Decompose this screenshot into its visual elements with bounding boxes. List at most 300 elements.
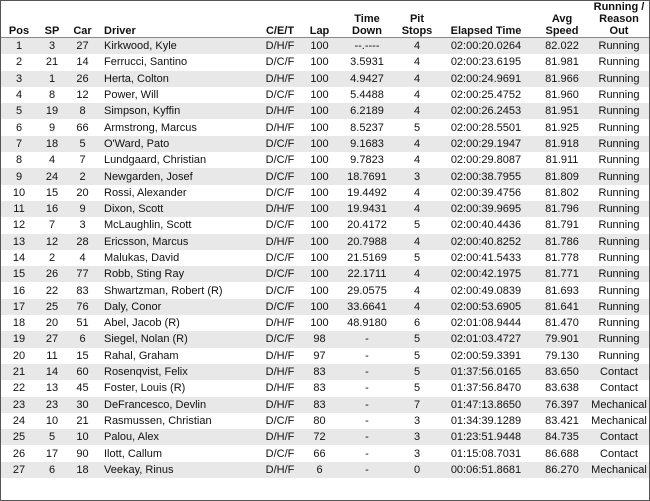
- cell-status: Running: [589, 54, 649, 70]
- cell-elapsed-time: 01:37:56.0165: [437, 364, 535, 380]
- cell-elapsed-time: 01:34:39.1289: [437, 413, 535, 429]
- cell-cet: D/H/F: [258, 103, 302, 119]
- cell-time-down: 22.1711: [337, 266, 397, 282]
- cell-car: 2: [67, 168, 98, 184]
- cell-time-down: 18.7691: [337, 168, 397, 184]
- cell-driver: Siegel, Nolan (R): [98, 331, 258, 347]
- cell-lap: 100: [302, 201, 337, 217]
- cell-car: 14: [67, 54, 98, 70]
- cell-cet: D/C/F: [258, 445, 302, 461]
- cell-lap: 100: [302, 282, 337, 298]
- cell-cet: D/C/F: [258, 168, 302, 184]
- cell-status: Mechanical: [589, 462, 649, 478]
- cell-sp: 2: [37, 250, 67, 266]
- cell-lap: 100: [302, 119, 337, 135]
- cell-lap: 100: [302, 234, 337, 250]
- cell-status: Mechanical: [589, 397, 649, 413]
- cell-pos: 17: [1, 299, 37, 315]
- cell-sp: 12: [37, 234, 67, 250]
- cell-time-down: 6.2189: [337, 103, 397, 119]
- cell-avg-speed: 81.966: [535, 71, 589, 87]
- cell-cet: D/C/F: [258, 266, 302, 282]
- cell-avg-speed: 86.270: [535, 462, 589, 478]
- cell-pit-stops: 4: [397, 266, 437, 282]
- cell-pos: 24: [1, 413, 37, 429]
- cell-avg-speed: 81.925: [535, 119, 589, 135]
- cell-pos: 23: [1, 397, 37, 413]
- cell-driver: DeFrancesco, Devlin: [98, 397, 258, 413]
- cell-driver: Ilott, Callum: [98, 445, 258, 461]
- cell-driver: Ericsson, Marcus: [98, 234, 258, 250]
- cell-status: Running: [589, 217, 649, 233]
- cell-pit-stops: 4: [397, 87, 437, 103]
- cell-pit-stops: 5: [397, 119, 437, 135]
- cell-lap: 100: [302, 250, 337, 266]
- cell-car: 9: [67, 201, 98, 217]
- cell-cet: D/H/F: [258, 380, 302, 396]
- cell-sp: 6: [37, 462, 67, 478]
- cell-elapsed-time: 02:00:59.3391: [437, 348, 535, 364]
- cell-elapsed-time: 02:01:08.9444: [437, 315, 535, 331]
- cell-pos: 5: [1, 103, 37, 119]
- cell-avg-speed: 81.771: [535, 266, 589, 282]
- cell-pos: 19: [1, 331, 37, 347]
- cell-cet: D/C/F: [258, 87, 302, 103]
- table-row[interactable]: [1, 445, 649, 461]
- table-row[interactable]: [1, 413, 649, 429]
- cell-pit-stops: 4: [397, 185, 437, 201]
- cell-driver: Simpson, Kyffin: [98, 103, 258, 119]
- cell-driver: Foster, Louis (R): [98, 380, 258, 396]
- table-row[interactable]: [1, 54, 649, 70]
- cell-lap: 97: [302, 348, 337, 364]
- cell-cet: D/C/F: [258, 152, 302, 168]
- cell-cet: D/H/F: [258, 315, 302, 331]
- cell-car: 60: [67, 364, 98, 380]
- cell-car: 83: [67, 282, 98, 298]
- cell-sp: 15: [37, 185, 67, 201]
- cell-cet: D/C/F: [258, 217, 302, 233]
- cell-avg-speed: 81.802: [535, 185, 589, 201]
- cell-time-down: 20.4172: [337, 217, 397, 233]
- table-row[interactable]: [1, 380, 649, 396]
- cell-pit-stops: 4: [397, 201, 437, 217]
- cell-pit-stops: 5: [397, 364, 437, 380]
- cell-pos: 26: [1, 445, 37, 461]
- cell-pit-stops: 4: [397, 282, 437, 298]
- cell-avg-speed: 81.981: [535, 54, 589, 70]
- cell-sp: 13: [37, 380, 67, 396]
- cell-pos: 8: [1, 152, 37, 168]
- cell-lap: 100: [302, 299, 337, 315]
- cell-pos: 12: [1, 217, 37, 233]
- cell-sp: 16: [37, 201, 67, 217]
- cell-pit-stops: 7: [397, 397, 437, 413]
- table-row[interactable]: [1, 103, 649, 119]
- cell-sp: 3: [37, 38, 67, 55]
- cell-sp: 18: [37, 136, 67, 152]
- cell-status: Running: [589, 119, 649, 135]
- cell-lap: 66: [302, 445, 337, 461]
- cell-car: 66: [67, 119, 98, 135]
- cell-avg-speed: 81.641: [535, 299, 589, 315]
- cell-avg-speed: 81.918: [535, 136, 589, 152]
- cell-pit-stops: 6: [397, 315, 437, 331]
- cell-cet: D/C/F: [258, 250, 302, 266]
- cell-time-down: 3.5931: [337, 54, 397, 70]
- cell-sp: 10: [37, 413, 67, 429]
- cell-pit-stops: 4: [397, 38, 437, 55]
- cell-pos: 16: [1, 282, 37, 298]
- cell-lap: 100: [302, 103, 337, 119]
- cell-pit-stops: 4: [397, 103, 437, 119]
- cell-elapsed-time: 02:00:53.6905: [437, 299, 535, 315]
- cell-elapsed-time: 02:00:29.1947: [437, 136, 535, 152]
- cell-time-down: -: [337, 413, 397, 429]
- cell-car: 45: [67, 380, 98, 396]
- cell-avg-speed: 76.397: [535, 397, 589, 413]
- cell-cet: D/H/F: [258, 201, 302, 217]
- cell-sp: 22: [37, 282, 67, 298]
- cell-car: 51: [67, 315, 98, 331]
- cell-status: Contact: [589, 445, 649, 461]
- cell-status: Running: [589, 331, 649, 347]
- cell-driver: Armstrong, Marcus: [98, 119, 258, 135]
- cell-lap: 100: [302, 152, 337, 168]
- cell-pit-stops: 5: [397, 250, 437, 266]
- cell-driver: Robb, Sting Ray: [98, 266, 258, 282]
- cell-car: 30: [67, 397, 98, 413]
- cell-time-down: -: [337, 397, 397, 413]
- cell-cet: D/H/F: [258, 234, 302, 250]
- cell-pos: 14: [1, 250, 37, 266]
- table-header-row: [1, 1, 649, 38]
- cell-status: Running: [589, 250, 649, 266]
- header-status[interactable]: Running / Reason Out: [589, 1, 649, 38]
- cell-driver: Ferrucci, Santino: [98, 54, 258, 70]
- cell-pit-stops: 4: [397, 152, 437, 168]
- results-body: [1, 38, 649, 479]
- cell-pit-stops: 5: [397, 348, 437, 364]
- cell-elapsed-time: 02:00:28.5501: [437, 119, 535, 135]
- cell-sp: 25: [37, 299, 67, 315]
- cell-pos: 15: [1, 266, 37, 282]
- cell-elapsed-time: 02:00:38.7955: [437, 168, 535, 184]
- cell-lap: 98: [302, 331, 337, 347]
- cell-status: Running: [589, 201, 649, 217]
- cell-elapsed-time: 02:00:42.1975: [437, 266, 535, 282]
- cell-pos: 25: [1, 429, 37, 445]
- cell-cet: D/H/F: [258, 119, 302, 135]
- cell-time-down: 21.5169: [337, 250, 397, 266]
- cell-lap: 100: [302, 266, 337, 282]
- cell-time-down: 5.4488: [337, 87, 397, 103]
- cell-cet: D/C/F: [258, 299, 302, 315]
- header-avg-speed[interactable]: Avg Speed: [535, 1, 589, 38]
- cell-cet: D/C/F: [258, 185, 302, 201]
- table-row[interactable]: [1, 71, 649, 87]
- cell-lap: 83: [302, 397, 337, 413]
- table-row[interactable]: [1, 299, 649, 315]
- cell-driver: Newgarden, Josef: [98, 168, 258, 184]
- cell-elapsed-time: 02:00:39.4756: [437, 185, 535, 201]
- table-row[interactable]: [1, 250, 649, 266]
- cell-status: Mechanical: [589, 413, 649, 429]
- cell-lap: 6: [302, 462, 337, 478]
- cell-driver: O'Ward, Pato: [98, 136, 258, 152]
- cell-elapsed-time: 01:23:51.9448: [437, 429, 535, 445]
- cell-avg-speed: 83.421: [535, 413, 589, 429]
- cell-car: 15: [67, 348, 98, 364]
- cell-lap: 100: [302, 71, 337, 87]
- cell-avg-speed: 84.735: [535, 429, 589, 445]
- cell-elapsed-time: 02:00:24.9691: [437, 71, 535, 87]
- cell-status: Running: [589, 315, 649, 331]
- cell-status: Running: [589, 282, 649, 298]
- cell-time-down: -: [337, 429, 397, 445]
- cell-sp: 17: [37, 445, 67, 461]
- cell-car: 28: [67, 234, 98, 250]
- cell-elapsed-time: 01:47:13.8650: [437, 397, 535, 413]
- cell-avg-speed: 79.901: [535, 331, 589, 347]
- cell-pos: 6: [1, 119, 37, 135]
- cell-car: 7: [67, 152, 98, 168]
- cell-driver: Dixon, Scott: [98, 201, 258, 217]
- cell-status: Running: [589, 168, 649, 184]
- cell-car: 77: [67, 266, 98, 282]
- table-row[interactable]: [1, 168, 649, 184]
- cell-time-down: -: [337, 348, 397, 364]
- cell-sp: 9: [37, 119, 67, 135]
- cell-elapsed-time: 02:00:20.0264: [437, 38, 535, 55]
- cell-driver: Power, Will: [98, 87, 258, 103]
- table-row[interactable]: [1, 119, 649, 135]
- table-row[interactable]: [1, 217, 649, 233]
- cell-sp: 20: [37, 315, 67, 331]
- table-row[interactable]: [1, 152, 649, 168]
- cell-time-down: 33.6641: [337, 299, 397, 315]
- cell-pos: 9: [1, 168, 37, 184]
- cell-driver: Rossi, Alexander: [98, 185, 258, 201]
- cell-time-down: 19.4492: [337, 185, 397, 201]
- table-row[interactable]: [1, 331, 649, 347]
- cell-sp: 11: [37, 348, 67, 364]
- cell-pos: 18: [1, 315, 37, 331]
- cell-pos: 20: [1, 348, 37, 364]
- cell-car: 5: [67, 136, 98, 152]
- cell-time-down: 29.0575: [337, 282, 397, 298]
- cell-pit-stops: 4: [397, 54, 437, 70]
- cell-pos: 22: [1, 380, 37, 396]
- cell-status: Contact: [589, 429, 649, 445]
- cell-pos: 2: [1, 54, 37, 70]
- cell-time-down: 9.7823: [337, 152, 397, 168]
- header-cet[interactable]: C/E/T: [258, 1, 302, 38]
- cell-sp: 21: [37, 54, 67, 70]
- cell-elapsed-time: 02:00:26.2453: [437, 103, 535, 119]
- cell-avg-speed: 86.688: [535, 445, 589, 461]
- cell-driver: Rahal, Graham: [98, 348, 258, 364]
- cell-car: 6: [67, 331, 98, 347]
- cell-driver: Malukas, David: [98, 250, 258, 266]
- cell-sp: 5: [37, 429, 67, 445]
- cell-elapsed-time: 02:00:29.8087: [437, 152, 535, 168]
- cell-car: 4: [67, 250, 98, 266]
- cell-driver: Herta, Colton: [98, 71, 258, 87]
- cell-elapsed-time: 02:00:49.0839: [437, 282, 535, 298]
- cell-driver: Kirkwood, Kyle: [98, 38, 258, 55]
- cell-avg-speed: 81.911: [535, 152, 589, 168]
- cell-avg-speed: 83.650: [535, 364, 589, 380]
- cell-sp: 8: [37, 87, 67, 103]
- cell-pit-stops: 4: [397, 299, 437, 315]
- cell-sp: 14: [37, 364, 67, 380]
- cell-pit-stops: 3: [397, 168, 437, 184]
- cell-pit-stops: 3: [397, 413, 437, 429]
- cell-avg-speed: 82.022: [535, 38, 589, 55]
- cell-cet: D/C/F: [258, 282, 302, 298]
- cell-car: 8: [67, 103, 98, 119]
- header-car[interactable]: Car: [67, 1, 98, 38]
- cell-status: Contact: [589, 380, 649, 396]
- cell-cet: D/C/F: [258, 331, 302, 347]
- cell-time-down: --.----: [337, 38, 397, 55]
- table-row[interactable]: [1, 87, 649, 103]
- cell-elapsed-time: 01:37:56.8470: [437, 380, 535, 396]
- header-sp[interactable]: SP: [37, 1, 67, 38]
- cell-car: 3: [67, 217, 98, 233]
- cell-cet: D/H/F: [258, 397, 302, 413]
- header-elapsed-time[interactable]: Elapsed Time: [437, 1, 535, 38]
- cell-status: Running: [589, 38, 649, 55]
- cell-status: Running: [589, 103, 649, 119]
- cell-elapsed-time: 02:00:25.4752: [437, 87, 535, 103]
- cell-elapsed-time: 02:00:40.4436: [437, 217, 535, 233]
- cell-car: 90: [67, 445, 98, 461]
- cell-cet: D/H/F: [258, 364, 302, 380]
- cell-car: 12: [67, 87, 98, 103]
- cell-lap: 100: [302, 217, 337, 233]
- cell-cet: D/H/F: [258, 462, 302, 478]
- cell-time-down: 19.9431: [337, 201, 397, 217]
- cell-time-down: -: [337, 380, 397, 396]
- cell-lap: 100: [302, 87, 337, 103]
- cell-status: Running: [589, 87, 649, 103]
- cell-status: Running: [589, 152, 649, 168]
- cell-driver: McLaughlin, Scott: [98, 217, 258, 233]
- cell-status: Contact: [589, 364, 649, 380]
- cell-car: 21: [67, 413, 98, 429]
- table-row[interactable]: [1, 462, 649, 478]
- header-lap[interactable]: Lap: [302, 1, 337, 38]
- cell-lap: 72: [302, 429, 337, 445]
- cell-car: 27: [67, 38, 98, 55]
- cell-sp: 23: [37, 397, 67, 413]
- header-driver[interactable]: Driver: [98, 1, 258, 38]
- cell-driver: Abel, Jacob (R): [98, 315, 258, 331]
- cell-cet: D/H/F: [258, 429, 302, 445]
- cell-pit-stops: 3: [397, 445, 437, 461]
- cell-lap: 100: [302, 38, 337, 55]
- cell-cet: D/H/F: [258, 348, 302, 364]
- cell-status: Running: [589, 185, 649, 201]
- table-row[interactable]: [1, 429, 649, 445]
- cell-time-down: -: [337, 462, 397, 478]
- cell-car: 26: [67, 71, 98, 87]
- table-row[interactable]: [1, 136, 649, 152]
- cell-lap: 100: [302, 168, 337, 184]
- table-row[interactable]: [1, 234, 649, 250]
- cell-elapsed-time: 02:00:23.6195: [437, 54, 535, 70]
- header-time-down[interactable]: Time Down: [337, 1, 397, 38]
- cell-time-down: 48.9180: [337, 315, 397, 331]
- cell-pos: 7: [1, 136, 37, 152]
- cell-avg-speed: 81.791: [535, 217, 589, 233]
- cell-cet: D/C/F: [258, 413, 302, 429]
- cell-avg-speed: 81.470: [535, 315, 589, 331]
- cell-pit-stops: 4: [397, 136, 437, 152]
- cell-avg-speed: 81.693: [535, 282, 589, 298]
- table-row[interactable]: [1, 348, 649, 364]
- cell-car: 18: [67, 462, 98, 478]
- cell-avg-speed: 81.796: [535, 201, 589, 217]
- table-row[interactable]: [1, 38, 649, 55]
- cell-sp: 19: [37, 103, 67, 119]
- table-row[interactable]: [1, 397, 649, 413]
- table-row[interactable]: [1, 185, 649, 201]
- cell-pos: 10: [1, 185, 37, 201]
- cell-pit-stops: 4: [397, 234, 437, 250]
- cell-status: Running: [589, 348, 649, 364]
- cell-status: Running: [589, 71, 649, 87]
- cell-pos: 3: [1, 71, 37, 87]
- header-pos[interactable]: Pos: [1, 1, 37, 38]
- cell-driver: Palou, Alex: [98, 429, 258, 445]
- cell-avg-speed: 81.786: [535, 234, 589, 250]
- cell-cet: D/C/F: [258, 54, 302, 70]
- table-row[interactable]: [1, 364, 649, 380]
- cell-status: Running: [589, 234, 649, 250]
- cell-time-down: 8.5237: [337, 119, 397, 135]
- cell-elapsed-time: 02:00:40.8252: [437, 234, 535, 250]
- cell-cet: D/H/F: [258, 71, 302, 87]
- cell-driver: Shwartzman, Robert (R): [98, 282, 258, 298]
- cell-pit-stops: 4: [397, 71, 437, 87]
- cell-avg-speed: 81.778: [535, 250, 589, 266]
- cell-driver: Lundgaard, Christian: [98, 152, 258, 168]
- cell-lap: 100: [302, 315, 337, 331]
- table-row[interactable]: [1, 201, 649, 217]
- header-pit-stops[interactable]: Pit Stops: [397, 1, 437, 38]
- cell-lap: 100: [302, 185, 337, 201]
- cell-sp: 4: [37, 152, 67, 168]
- table-row[interactable]: [1, 315, 649, 331]
- cell-lap: 100: [302, 54, 337, 70]
- cell-sp: 27: [37, 331, 67, 347]
- cell-pos: 11: [1, 201, 37, 217]
- table-row[interactable]: [1, 282, 649, 298]
- cell-elapsed-time: 02:00:41.5433: [437, 250, 535, 266]
- cell-pit-stops: 0: [397, 462, 437, 478]
- cell-pit-stops: 5: [397, 380, 437, 396]
- cell-avg-speed: 81.951: [535, 103, 589, 119]
- cell-avg-speed: 83.638: [535, 380, 589, 396]
- cell-time-down: -: [337, 445, 397, 461]
- table-row[interactable]: [1, 266, 649, 282]
- cell-car: 76: [67, 299, 98, 315]
- cell-pos: 13: [1, 234, 37, 250]
- cell-car: 20: [67, 185, 98, 201]
